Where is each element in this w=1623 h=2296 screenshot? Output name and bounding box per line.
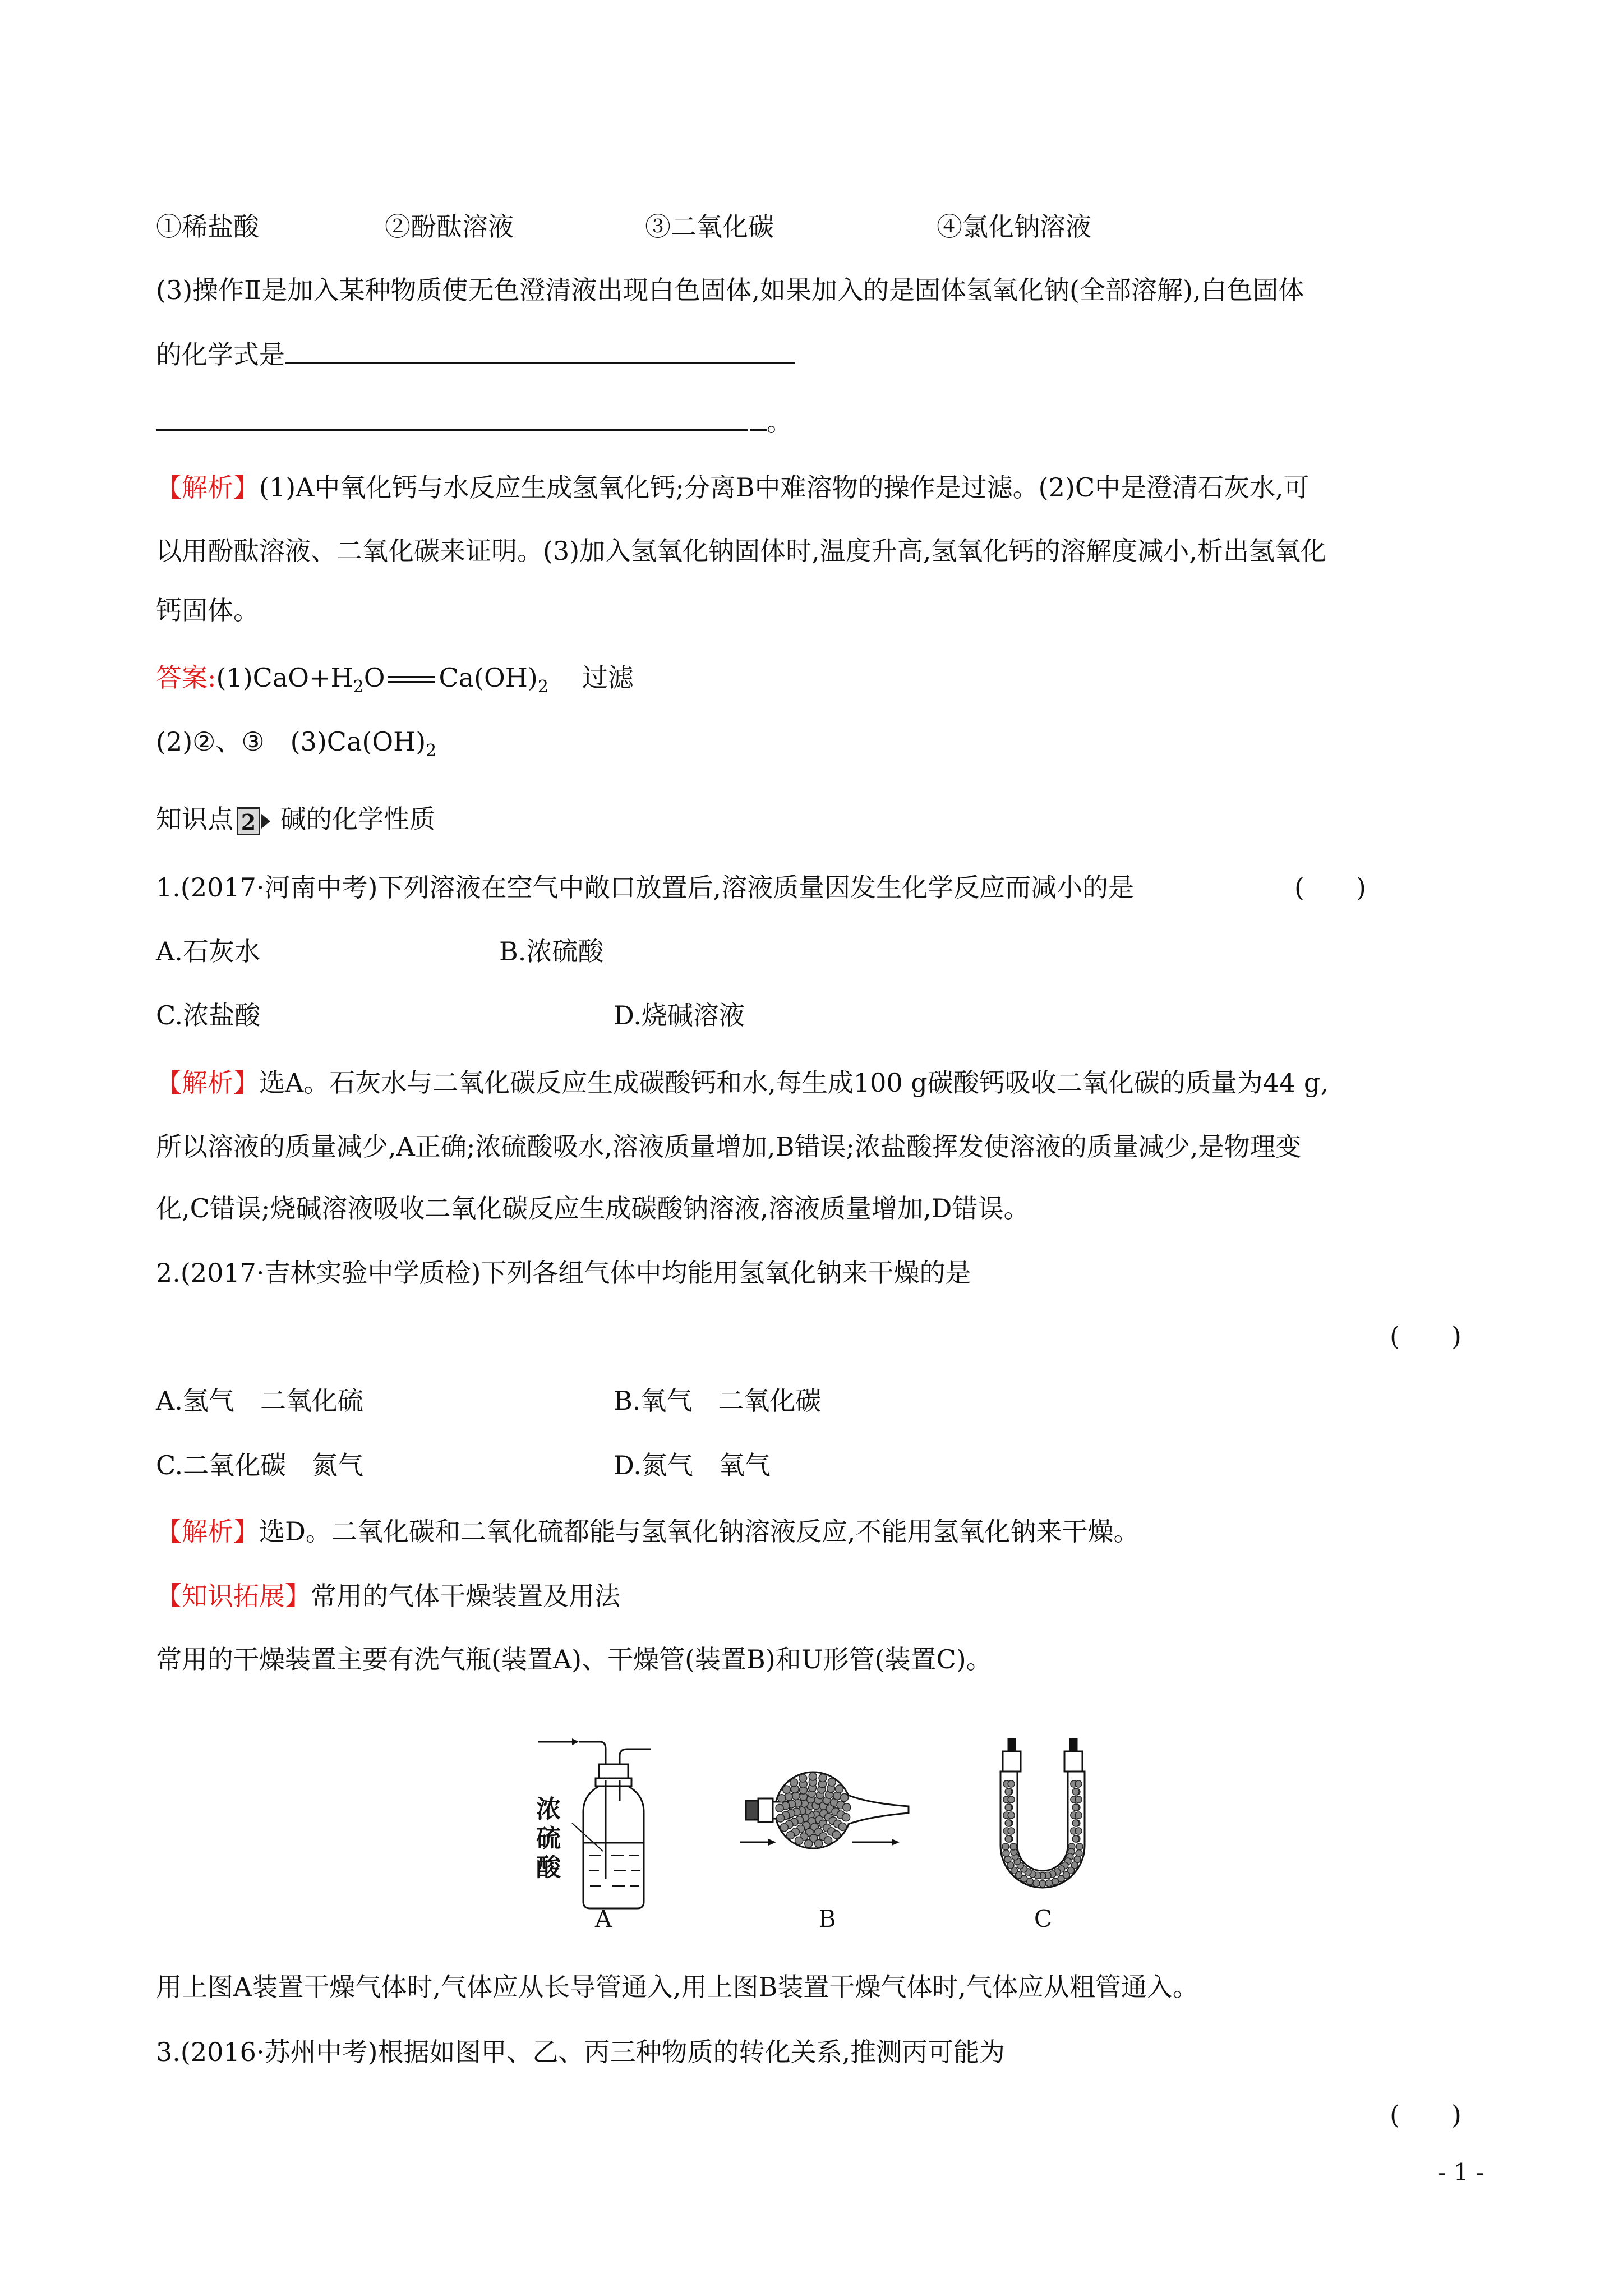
- q3-line2: [156, 338, 795, 371]
- q3-line3-end: 。: [767, 407, 792, 437]
- equals-sign: [388, 674, 435, 685]
- granule: [819, 1774, 827, 1782]
- q1-answer-paren[interactable]: ( ): [1294, 872, 1366, 903]
- granule: [841, 1793, 849, 1801]
- granule: [843, 1803, 851, 1811]
- apparatus-a-label-3: 酸: [536, 1853, 561, 1882]
- granule: [1005, 1835, 1012, 1842]
- answer-blank-2[interactable]: [156, 407, 748, 431]
- analysis2-line2: 所以溶液的质量减少,A正确;浓硫酸吸水,溶液质量增加,B错误;浓盐酸挥发使溶液的质量减少,是物理变: [156, 1131, 1302, 1162]
- answer-tag: 答案:: [156, 662, 216, 693]
- granule: [777, 1814, 785, 1822]
- granule: [1076, 1843, 1083, 1850]
- q1-option-a[interactable]: A.石灰水: [156, 936, 260, 967]
- answer1-line2: [156, 725, 436, 768]
- analysis2-line3: 化,C错误;烧碱溶液吸收二氧化碳反应生成碳酸钠溶液,溶液质量增加,D错误。: [156, 1193, 1030, 1223]
- granule: [1075, 1780, 1082, 1787]
- granule: [1003, 1849, 1009, 1856]
- granule: [1008, 1828, 1015, 1834]
- granule: [1005, 1788, 1012, 1795]
- granule: [1039, 1880, 1046, 1887]
- extension-usage: 用上图A装置干燥气体时,气体应从长导管通入,用上图B装置干燥气体时,气体应从粗管通入。: [156, 1972, 1198, 2002]
- apparatus-a-label-1: 浓: [536, 1795, 561, 1824]
- granule: [824, 1837, 832, 1844]
- apparatus-b-caption: B: [818, 1905, 836, 1930]
- granule: [842, 1814, 850, 1821]
- granule: [805, 1839, 813, 1847]
- q3-line2-text: 的化学式是: [156, 339, 285, 370]
- granule: [1005, 1820, 1012, 1826]
- analysis2-line1: [156, 1066, 1329, 1099]
- option-1: ①稀盐酸: [156, 211, 259, 242]
- analysis-tag: 【解析】: [156, 472, 259, 503]
- granule: [790, 1779, 798, 1787]
- granule: [1072, 1804, 1079, 1811]
- answer1-line1: [156, 661, 634, 704]
- granule: [1033, 1880, 1040, 1887]
- granule: [1076, 1849, 1082, 1856]
- analysis2-text-1: 选A。石灰水与二氧化碳反应生成碳酸钙和水,每生成100 g碳酸钙吸收二氧化碳的质量为44 g,: [259, 1068, 1329, 1098]
- granule: [828, 1778, 836, 1786]
- granule: [1072, 1788, 1079, 1795]
- q2-answer-paren[interactable]: ( ): [1390, 1321, 1461, 1351]
- q2-option-c[interactable]: C.二氧化碳 氮气: [156, 1450, 364, 1480]
- granule: [1010, 1843, 1017, 1850]
- equation-subscript: 2: [426, 741, 437, 761]
- analysis1-line1: [156, 471, 1310, 504]
- analysis-tag: 【解析】: [156, 1068, 259, 1098]
- granule: [1008, 1796, 1015, 1803]
- granule: [835, 1785, 843, 1793]
- granule: [838, 1823, 846, 1830]
- option-2: ②酚酞溶液: [385, 211, 514, 242]
- analysis-tag: 【解析】: [156, 1516, 259, 1547]
- granule: [787, 1831, 795, 1839]
- granule: [1004, 1856, 1011, 1863]
- granule: [1052, 1878, 1059, 1885]
- option-3: ③二氧化碳: [645, 211, 774, 242]
- knowledge-number-badge: 2: [237, 807, 260, 835]
- extension-tag: 【知识拓展】: [156, 1581, 311, 1611]
- granule: [1045, 1880, 1052, 1887]
- q3b-stem: 3.(2016·苏州中考)根据如图甲、乙、丙三种物质的转化关系,推测丙可能为: [156, 2037, 1006, 2067]
- q2-option-a[interactable]: A.氢气 二氧化硫: [156, 1386, 363, 1416]
- answer-filter: 过滤: [582, 662, 634, 693]
- extension-title: 常用的气体干燥装置及用法: [311, 1581, 620, 1611]
- q2-option-d[interactable]: D.氮气 氧气: [614, 1450, 771, 1480]
- granule: [815, 1839, 823, 1847]
- granule: [778, 1795, 786, 1802]
- granule: [832, 1831, 840, 1839]
- apparatus-c-caption: C: [1034, 1905, 1053, 1930]
- equation-part: O: [363, 662, 385, 693]
- q2-stem: 2.(2017·吉林实验中学质检)下列各组气体中均能用氢氧化钠来干燥的是: [156, 1258, 971, 1288]
- extension-heading: [156, 1579, 620, 1613]
- triangle-icon: [261, 814, 270, 829]
- knowledge-prefix: 知识点: [156, 804, 233, 834]
- analysis1-text-1: (1)A中氧化钙与水反应生成氢氧化钙;分离B中难溶物的操作是过滤。(2)C中是澄清石灰水,可: [259, 472, 1310, 503]
- granule: [1075, 1812, 1082, 1819]
- granule: [780, 1824, 788, 1832]
- analysis3-text: 选D。二氧化碳和二氧化硫都能与氢氧化钠溶液反应,不能用氢氧化钠来干燥。: [259, 1516, 1140, 1547]
- q3-line1: (3)操作Ⅱ是加入某种物质使无色澄清液出现白色固体,如果加入的是固体氢氧化钠(全部溶解),白色固体: [156, 275, 1304, 305]
- analysis1-line3: 钙固体。: [156, 595, 259, 625]
- answer-text: (2)②、③ (3)Ca(OH): [156, 726, 426, 757]
- granule: [1075, 1796, 1082, 1803]
- knowledge-point-heading: [156, 802, 435, 836]
- extension-intro: 常用的干燥装置主要有洗气瓶(装置A)、干燥管(装置B)和U形管(装置C)。: [156, 1644, 992, 1674]
- answer-blank-1[interactable]: [285, 339, 795, 364]
- answer-blank-2-tail[interactable]: [750, 407, 767, 431]
- knowledge-title: 碱的化学性质: [280, 804, 435, 834]
- q3b-answer-paren[interactable]: ( ): [1390, 2100, 1461, 2130]
- equation-part: Ca(OH): [439, 662, 538, 693]
- q1-option-d[interactable]: D.烧碱溶液: [614, 1000, 745, 1030]
- granule: [1002, 1843, 1009, 1850]
- apparatus-a-label-2: 硫: [536, 1824, 561, 1853]
- analysis1-line2: 以用酚酞溶液、二氧化碳来证明。(3)加入氢氧化钠固体时,温度升高,氢氧化钙的溶解度减小,析出氢氧化: [156, 536, 1327, 566]
- granule: [809, 1773, 817, 1780]
- granule: [1075, 1828, 1082, 1834]
- page-number: - 1 -: [1438, 2159, 1484, 2186]
- granule: [1072, 1835, 1079, 1842]
- option-4: ④氯化钠溶液: [937, 211, 1091, 242]
- q1-option-b[interactable]: B.浓硫酸: [499, 936, 604, 967]
- equation-subscript: 2: [537, 677, 548, 697]
- granule: [1072, 1820, 1079, 1826]
- granule: [783, 1786, 791, 1793]
- granule: [776, 1804, 783, 1812]
- granule: [795, 1837, 803, 1844]
- q1-option-c[interactable]: C.浓盐酸: [156, 1000, 261, 1030]
- q1-stem: 1.(2017·河南中考)下列溶液在空气中敞口放置后,溶液质量因发生化学反应而减小的是: [156, 872, 1135, 903]
- q3-line3: [156, 405, 792, 439]
- analysis3-line: [156, 1515, 1140, 1548]
- granule: [1005, 1804, 1012, 1811]
- q2-option-b[interactable]: B.氧气 二氧化碳: [614, 1386, 822, 1416]
- granule: [1008, 1812, 1015, 1819]
- equation-subscript: 2: [353, 677, 364, 697]
- equation-part: (1)CaO+H: [216, 662, 353, 693]
- apparatus-a-caption: A: [594, 1905, 612, 1930]
- granule: [799, 1774, 807, 1782]
- granule: [1008, 1780, 1015, 1787]
- drying-apparatus-figure: [505, 1717, 1133, 1930]
